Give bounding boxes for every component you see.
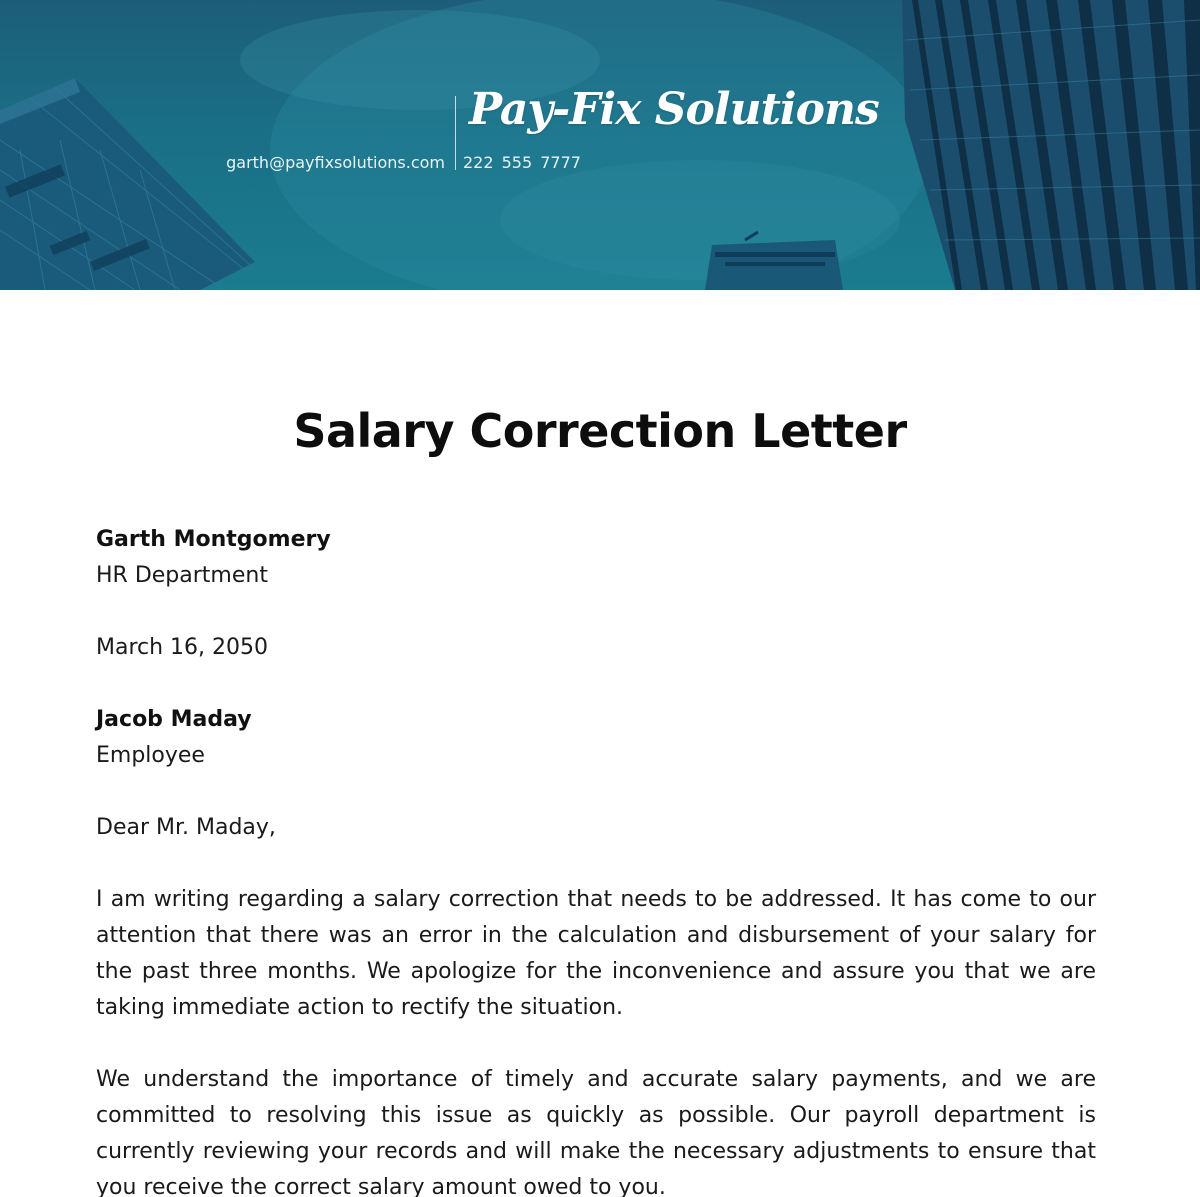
recipient-role: Employee <box>96 743 205 768</box>
letter-body <box>96 522 1096 1197</box>
company-email[interactable]: garth@payfixsolutions.com <box>226 153 445 172</box>
body-paragraph-1: I am writing regarding a salary correction that needs to be addressed. It has come to our attention that there was an error in the calculation and disbursement of your salary for the past three months. We apologize for the inconvenience and assure you that we are taking immediate action to rectify the situation. <box>96 887 1096 1020</box>
letter-date: March 16, 2050 <box>96 635 269 660</box>
sender-department: HR Department <box>96 563 268 588</box>
company-phone[interactable]: 222 555 7777 <box>463 153 581 172</box>
recipient-name: Jacob Maday <box>96 707 252 732</box>
header-banner <box>0 0 1200 290</box>
company-logo: Pay-Fix Solutions <box>469 84 879 135</box>
letter-title: Salary Correction Letter <box>293 404 907 458</box>
body-paragraph-2: We understand the importance of timely and accurate salary payments, and we are committed to resolving this issue as quickly as possible. Our payroll department is currently reviewing your records and will make the necessary adjustments to ensure that you receive the correct salary amount owed to you. <box>96 1067 1096 1197</box>
sender-block <box>96 522 1096 594</box>
sender-name: Garth Montgomery <box>96 527 331 552</box>
header-divider <box>455 96 456 170</box>
salutation: Dear Mr. Maday, <box>96 815 276 840</box>
skyscraper-background-image <box>0 0 1200 290</box>
recipient-block <box>96 702 1096 774</box>
